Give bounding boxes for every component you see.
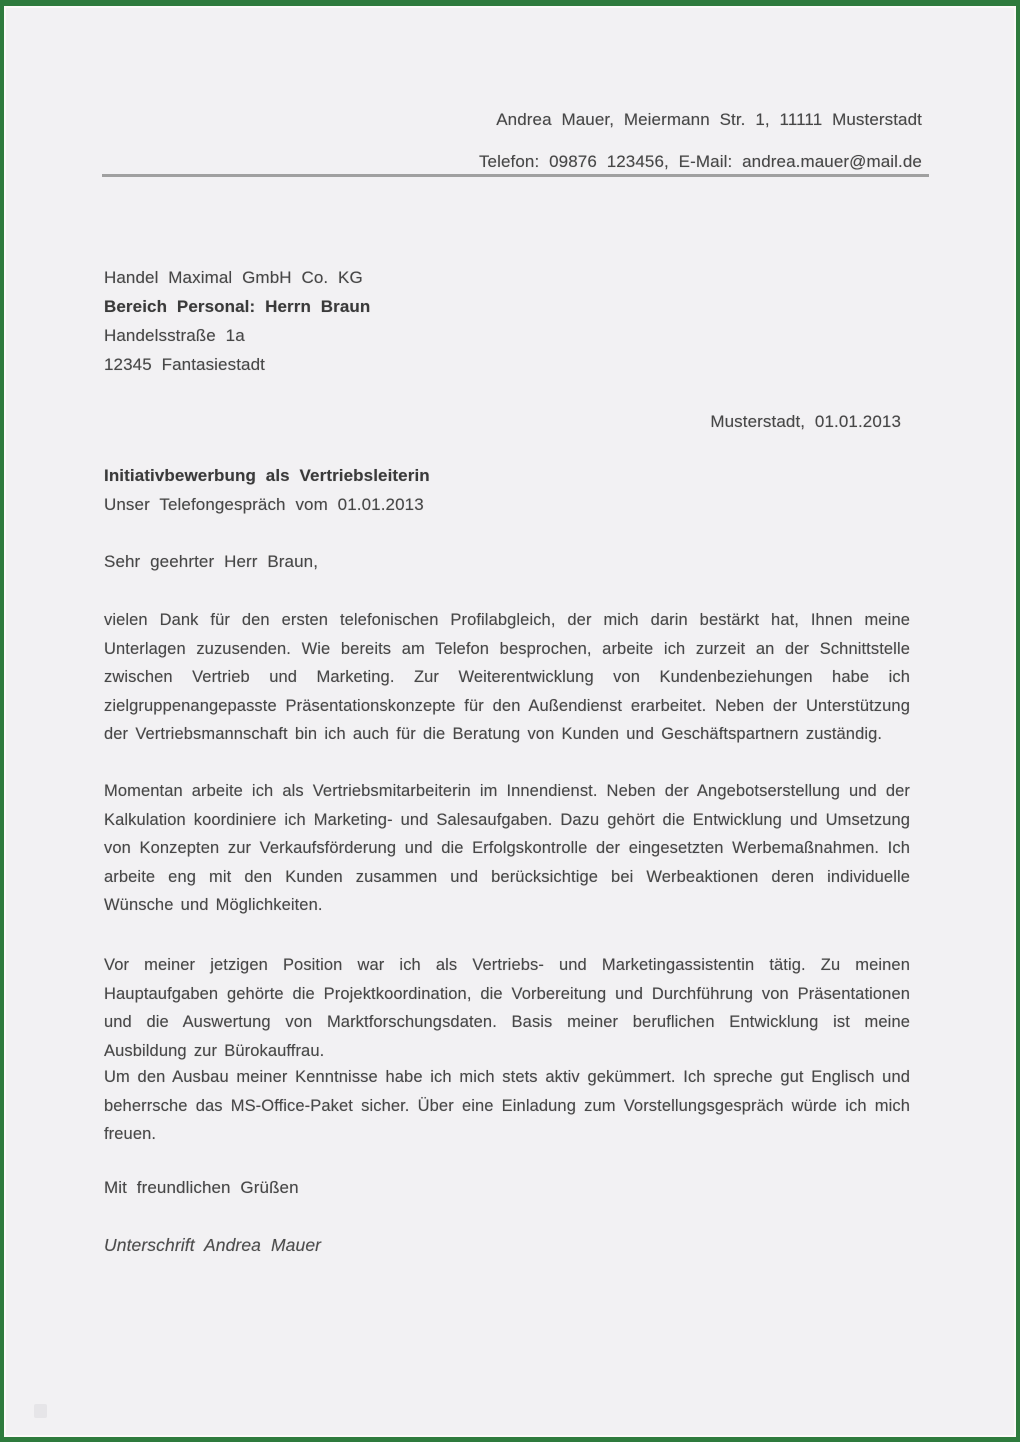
recipient-department: Bereich Personal: Herrn Braun: [104, 297, 371, 316]
subject-line: Initiativbewerbung als Vertriebsleiterin: [104, 466, 430, 485]
salutation: Sehr geehrter Herr Braun,: [104, 552, 319, 571]
scan-smudge: [34, 1404, 47, 1418]
body-paragraph-4: Um den Ausbau meiner Kenntnisse habe ich mich stets aktiv gekümmert. Ich spreche gut Englisch und beherrsche das MS-Office-Paket sicher. Über eine Einladung zum Vorstellungsgespräch würde ich mich freuen.: [104, 1068, 910, 1144]
corner-artifact: [0, 0, 6, 6]
date-line: Musterstadt, 01.01.2013: [710, 412, 901, 431]
recipient-company: Handel Maximal GmbH Co. KG: [104, 268, 363, 287]
body-paragraph-3: Vor meiner jetzigen Position war ich als Vertriebs- und Marketingassistentin tätig. Zu meinen Hauptaufgaben gehörte die Projektkoordination, die Vorbereitung und Durchführung von Präsentationen und die Auswertung von Marktforschungsdaten. Basis meiner beruflichen Entwicklung ist meine Ausbildung zur Bürokauffrau.: [104, 956, 910, 1060]
header-divider-rule: [102, 174, 929, 177]
sender-address-line: Andrea Mauer, Meiermann Str. 1, 11111 Musterstadt: [496, 110, 922, 129]
signature-line: Unterschrift Andrea Mauer: [104, 1235, 322, 1255]
body-paragraph-2: Momentan arbeite ich als Vertriebsmitarbeiterin im Innendienst. Neben der Angebotserstellung und der Kalkulation koordiniere ich Marketing- und Salesaufgaben. Dazu gehört die Entwicklung und Umsetzung von Konzepten zur Verkaufsförderung und die Erfolgskontrolle der eingesetzten Werbemaßnahmen. Ich arbeite eng mit den Kunden zusammen und berücksichtige bei Werbeaktionen deren individuelle Wünsche und Möglichkeiten.: [104, 782, 910, 915]
closing-phrase: Mit freundlichen Grüßen: [104, 1178, 299, 1197]
recipient-city: 12345 Fantasiestadt: [104, 355, 265, 374]
reference-line: Unser Telefongespräch vom 01.01.2013: [104, 495, 424, 514]
body-paragraph-1: vielen Dank für den ersten telefonischen Profilabgleich, der mich darin bestärkt hat, Ihnen meine Unterlagen zuzusenden. Wie bereits am Telefon besprochen, arbeite ich zurzeit an der Schnittstelle zwischen Vertrieb und Marketing. Zur Weiterentwicklung von Kundenbeziehungen habe ich zielgruppenangepasste Präsentationskonzepte für den Außendienst erarbeitet. Neben der Unterstützung der Vertriebsmannschaft bin ich auch für die Beratung von Kunden und Geschäftspartnern zuständig.: [104, 611, 910, 744]
recipient-street: Handelsstraße 1a: [104, 326, 245, 345]
sender-contact-line: Telefon: 09876 123456, E-Mail: andrea.mauer@mail.de: [478, 152, 922, 171]
